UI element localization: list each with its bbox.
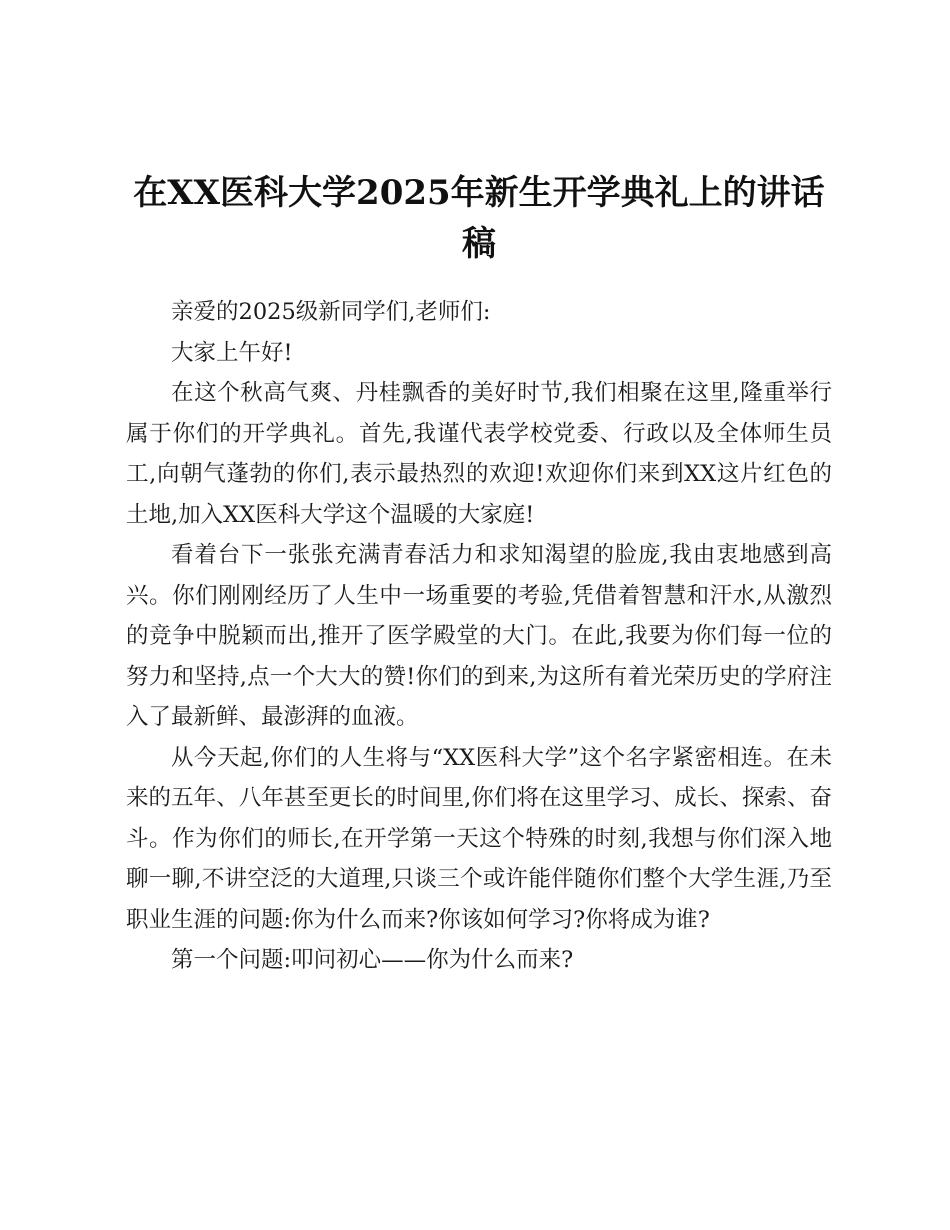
section-heading: 第一个问题:叩问初心——你为什么而来? [171,947,574,973]
paragraph: 在这个秋高气爽、丹桂飘香的美好时节,我们相聚在这里,隆重举行属于你们的开学典礼。首先,我谨代表学校党委、行政以及全体师生员工,向朝气蓬勃的你们,表示最热烈的欢迎!欢迎你们来到XX这片红色的土地,加入XX医科大学这个温暖的大家庭! [126,380,832,528]
greeting: 大家上午好! [171,339,293,366]
document-body [126,292,832,981]
paragraph: 从今天起,你们的人生将与“XX医科大学”这个名字紧密相连。在未来的五年、八年甚至更长的时间里,你们将在这里学习、成长、探索、奋斗。作为你们的师长,在开学第一天这个特殊的时刻,我想与你们深入地聊一聊,不讲空泛的大道理,只谈三个或许能伴随你们整个大学生涯,乃至职业生涯的问题:你为什么而来?你该如何学习?你将成为谁? [126,744,832,933]
salutation: 亲爱的2025级新同学们,老师们: [171,299,491,325]
paragraph: 看着台下一张张充满青春活力和求知渴望的脸庞,我由衷地感到高兴。你们刚刚经历了人生中一场重要的考验,凭借着智慧和汗水,从激烈的竞争中脱颖而出,推开了医学殿堂的大门。在此,我要为你们每一位的努力和坚持,点一个大大的赞!你们的到来,为这所有着光荣历史的学府注入了最新鲜、最澎湃的血液。 [126,542,832,730]
document-title: 在XX医科大学2025年新生开学典礼上的讲话稿 [133,173,825,264]
